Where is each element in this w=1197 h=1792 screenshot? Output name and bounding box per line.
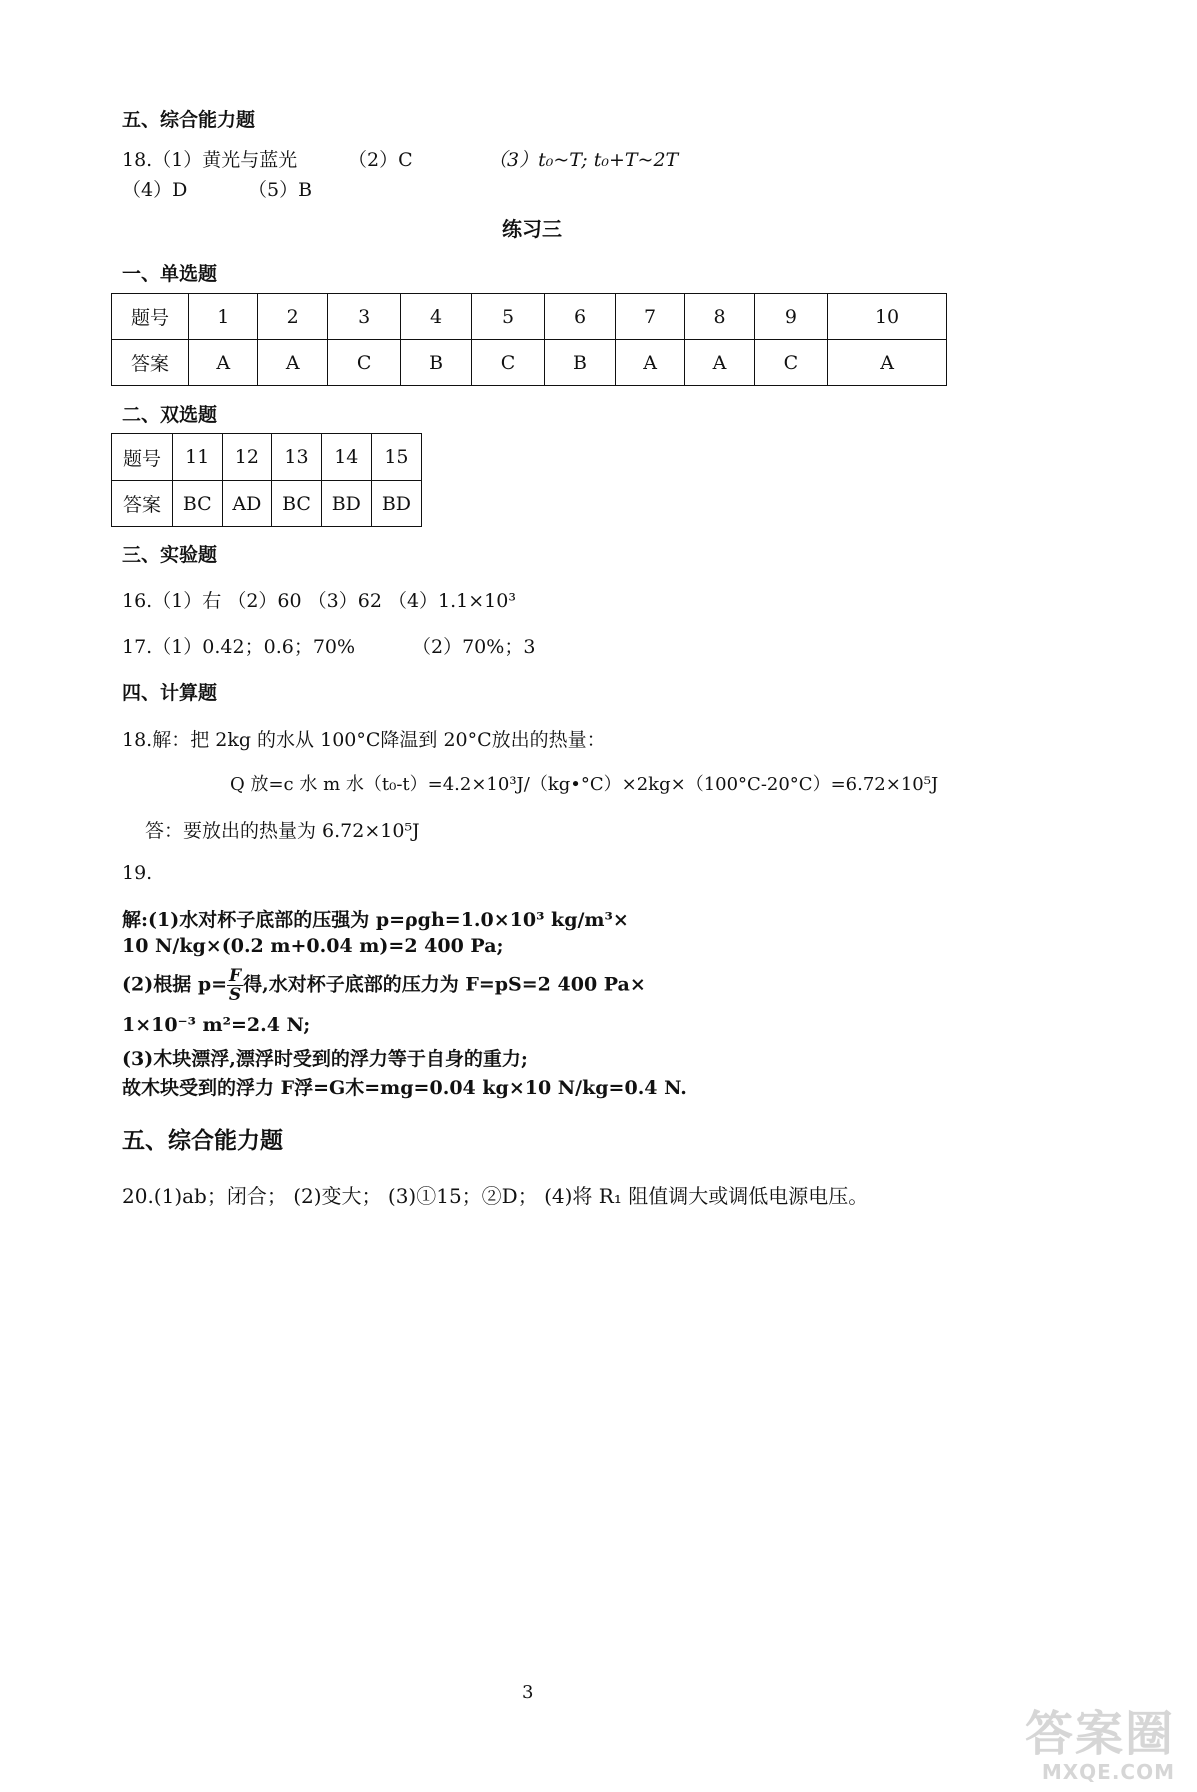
section-heading-comprehensive-top: 五、综合能力题: [122, 109, 256, 131]
table-cell: A: [685, 340, 754, 386]
table-row-answers: [112, 340, 947, 386]
q19-solution-line1: 解:(1)水对杯子底部的压强为 p=ρgh=1.0×10³ kg/m³×: [122, 909, 629, 931]
table-cell: 15: [371, 434, 421, 481]
table-cell: B: [545, 340, 616, 386]
table-cell: 2: [258, 294, 327, 340]
table-cell: B: [401, 340, 472, 386]
q19-solution-line6: 故木块受到的浮力 F浮=G木=mg=0.04 kg×10 N/kg=0.4 N.: [122, 1077, 687, 1099]
table-row-label: 题号: [112, 294, 189, 340]
q19-number: 19.: [122, 862, 153, 884]
q19-solution-line5: (3)木块漂浮,漂浮时受到的浮力等于自身的重力;: [122, 1048, 528, 1070]
q16-answer: 16.（1）右 （2）60 （3）62 （4）1.1×10³: [122, 590, 516, 612]
table-cell: 11: [173, 434, 223, 481]
table-cell: BD: [321, 481, 371, 527]
table-cell: 6: [545, 294, 616, 340]
section-heading-double-choice: 二、双选题: [122, 404, 218, 426]
table-cell: 13: [272, 434, 322, 481]
fraction-denominator: S: [228, 985, 242, 1005]
q18-final-answer: 答：要放出的热量为 6.72×10⁵J: [145, 820, 420, 842]
section-heading-experiment: 三、实验题: [122, 544, 218, 566]
table-cell: 7: [615, 294, 684, 340]
q19-solution-line4: 1×10⁻³ m²=2.4 N;: [122, 1014, 311, 1036]
table-cell: C: [471, 340, 544, 386]
table-row-numbers: [112, 294, 947, 340]
q17-answer-part1: 17.（1）0.42；0.6；70%: [122, 636, 356, 658]
page-title: 练习三: [502, 217, 562, 241]
q18-formula: Q 放=c 水 m 水（t₀-t）=4.2×10³J/（kg•°C）×2kg×（100°C-20°C）=6.72×10⁵J: [230, 774, 939, 795]
table-row-label: 答案: [112, 340, 189, 386]
table-cell: A: [258, 340, 327, 386]
section-heading-calculation: 四、计算题: [122, 682, 218, 704]
table-cell: A: [189, 340, 258, 386]
table-row-label: 题号: [112, 434, 173, 481]
single-choice-table: [111, 293, 947, 386]
q19-solution-line2: 10 N/kg×(0.2 m+0.04 m)=2 400 Pa;: [122, 935, 504, 957]
table-cell: 8: [685, 294, 754, 340]
table-cell: 4: [401, 294, 472, 340]
table-cell: BC: [272, 481, 322, 527]
q20-answer: 20.(1)ab；闭合； (2)变大； (3)①15；②D； (4)将 R₁ 阻值调大或调低电源电压。: [122, 1184, 869, 1208]
table-cell: C: [327, 340, 400, 386]
table-cell: BC: [173, 481, 223, 527]
table-row-label: 答案: [112, 481, 173, 527]
q18-answer-part4: （4）D: [122, 179, 188, 201]
table-cell: 5: [471, 294, 544, 340]
table-cell: A: [615, 340, 684, 386]
q18-answer-part3: （3）t₀~T; t₀+T~2T: [488, 149, 679, 171]
table-cell: 14: [321, 434, 371, 481]
q18-answer-part5: （5）B: [248, 179, 313, 201]
section-heading-comprehensive-bottom: 五、综合能力题: [122, 1128, 283, 1154]
table-cell: 9: [754, 294, 827, 340]
q18-answer-part2: （2）C: [348, 149, 413, 171]
double-choice-table: [111, 433, 422, 527]
fraction-numerator: F: [229, 966, 242, 986]
table-row-numbers: [112, 434, 422, 481]
table-cell: AD: [222, 481, 272, 527]
table-cell: 10: [828, 294, 947, 340]
q19-line3-end: 得,水对杯子底部的压力为 F=pS=2 400 Pa×: [243, 973, 646, 996]
q17-answer-part2: （2）70%；3: [412, 636, 536, 658]
table-cell: 1: [189, 294, 258, 340]
watermark-logo: [1025, 1708, 1175, 1784]
table-cell: BD: [371, 481, 421, 527]
section-heading-single-choice: 一、单选题: [122, 263, 218, 285]
table-cell: 12: [222, 434, 272, 481]
fraction-f-over-s: [227, 967, 243, 1004]
q18-answer-part1: 18.（1）黄光与蓝光: [122, 149, 298, 171]
watermark-text: 答案圈: [1024, 1706, 1175, 1762]
table-cell: A: [828, 340, 947, 386]
page-number: 3: [522, 1682, 534, 1703]
q19-line3-start: (2)根据 p=: [122, 973, 228, 996]
table-cell: C: [754, 340, 827, 386]
table-row-answers: [112, 481, 422, 527]
table-cell: 3: [327, 294, 400, 340]
watermark-url: MXQE.COM: [1041, 1760, 1175, 1784]
q19-solution-line3: [122, 967, 646, 1004]
q18-solution-intro: 18.解：把 2kg 的水从 100°C降温到 20°C放出的热量：: [122, 729, 606, 751]
